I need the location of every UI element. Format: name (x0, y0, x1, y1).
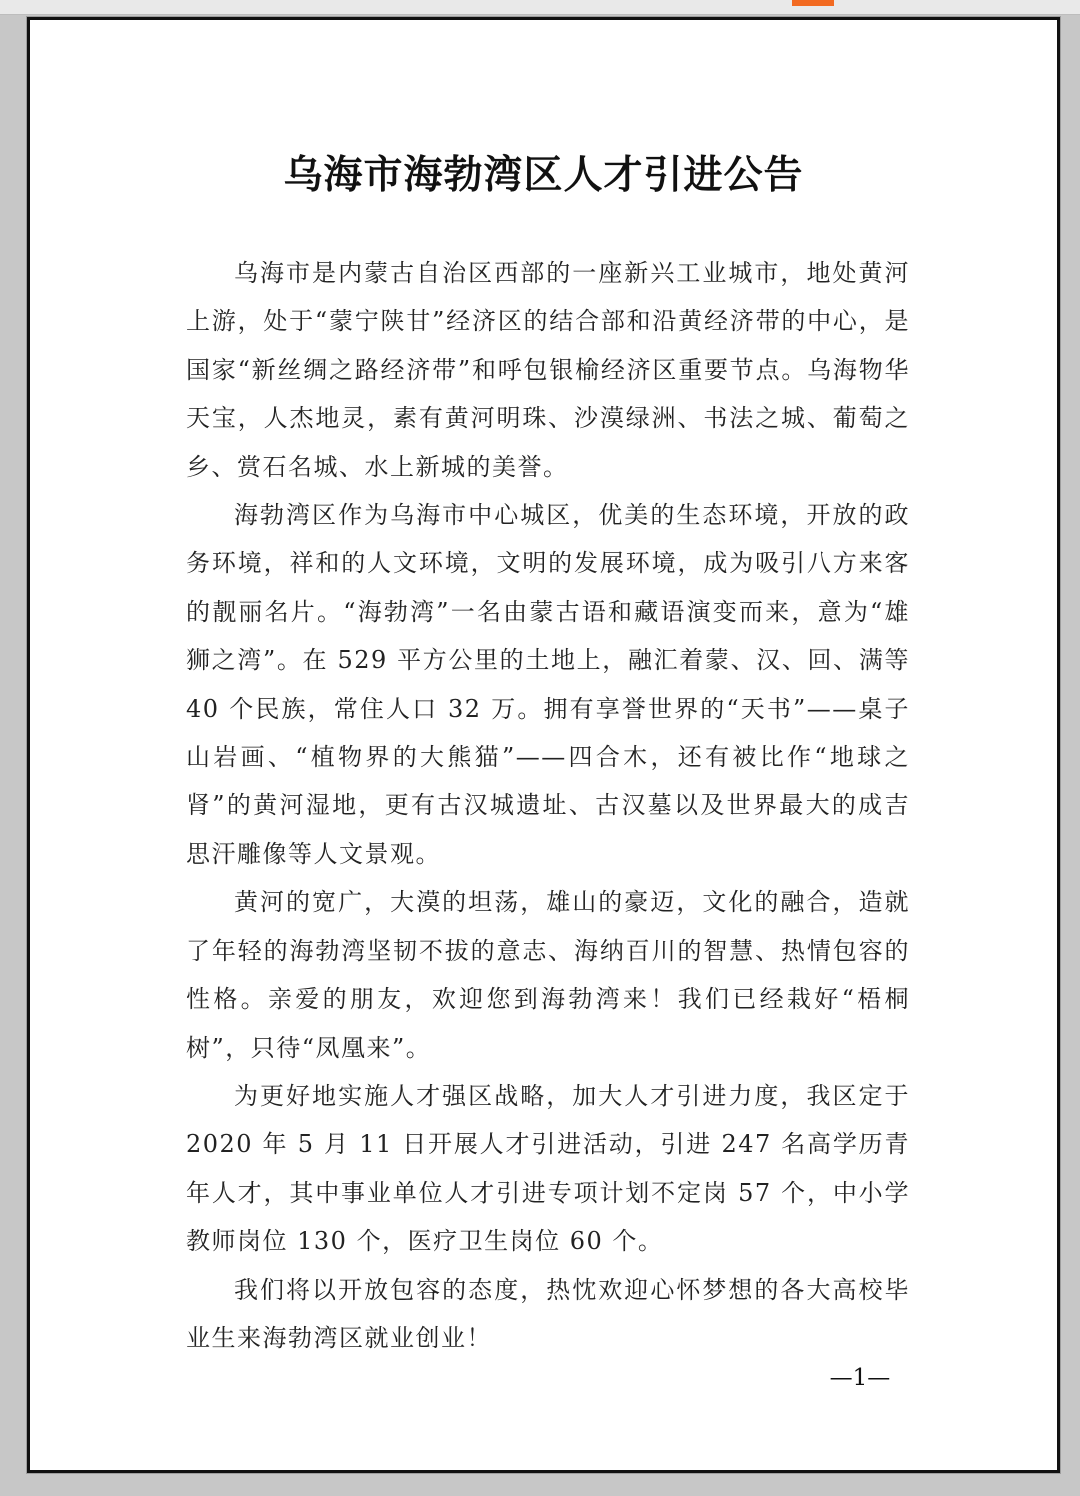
paragraph-intro-city: 乌海市是内蒙古自治区西部的一座新兴工业城市，地处黄河上游，处于“蒙宁陕甘”经济区的结合部和沿黄经济带的中心，是国家“新丝绸之路经济带”和呼包银榆经济区重要节点。乌海物华天宝，人杰地灵，素有黄河明珠、沙漠绿洲、书法之城、葡萄之乡、赏石名城、水上新城的美誉。 (186, 259, 910, 481)
document-body (186, 249, 910, 1362)
paragraph-closing: 我们将以开放包容的态度，热忱欢迎心怀梦想的各大高校毕业生来海勃湾区就业创业！ (186, 1275, 910, 1352)
paragraph-recruitment-plan: 为更好地实施人才强区战略，加大人才引进力度，我区定于 2020 年 5 月 11 日开展人才引进活动，引进 247 名高学历青年人才，其中事业单位人才引进专项计划不定岗 57 个，中小学教师岗位 130 个，医疗卫生岗位 60 个。 (186, 1081, 910, 1256)
page-title: 乌海市海勃湾区人才引进公告 (283, 152, 804, 198)
viewer-top-strip (0, 0, 1080, 15)
toolbar-marker (792, 0, 834, 6)
paragraph-invitation: 黄河的宽广，大漠的坦荡，雄山的豪迈，文化的融合，造就了年轻的海勃湾坚韧不拔的意志、海纳百川的智慧、热情包容的性格。亲爱的朋友，欢迎您到海勃湾来！我们已经栽好“梧桐树”，只待“凤凰来”。 (186, 888, 910, 1062)
document-page (27, 17, 1060, 1473)
paragraph-district-profile: 海勃湾区作为乌海市中心城区，优美的生态环境，开放的政务环境，祥和的人文环境，文明的发展环境，成为吸引八方来客的靓丽名片。“海勃湾”一名由蒙古语和藏语演变而来，意为“雄狮之湾”。在 529 平方公里的土地上，融汇着蒙、汉、回、满等 40 个民族，常住人口 32 万。拥有享誉世界的“天书”——桌子山岩画、“植物界的大熊猫”——四合木，还有被比作“地球之肾”的黄河湿地，更有古汉城遗址、古汉墓以及世界最大的成吉思汗雕像等人文景观。 (186, 501, 910, 868)
page-number: —1— (829, 1365, 891, 1391)
